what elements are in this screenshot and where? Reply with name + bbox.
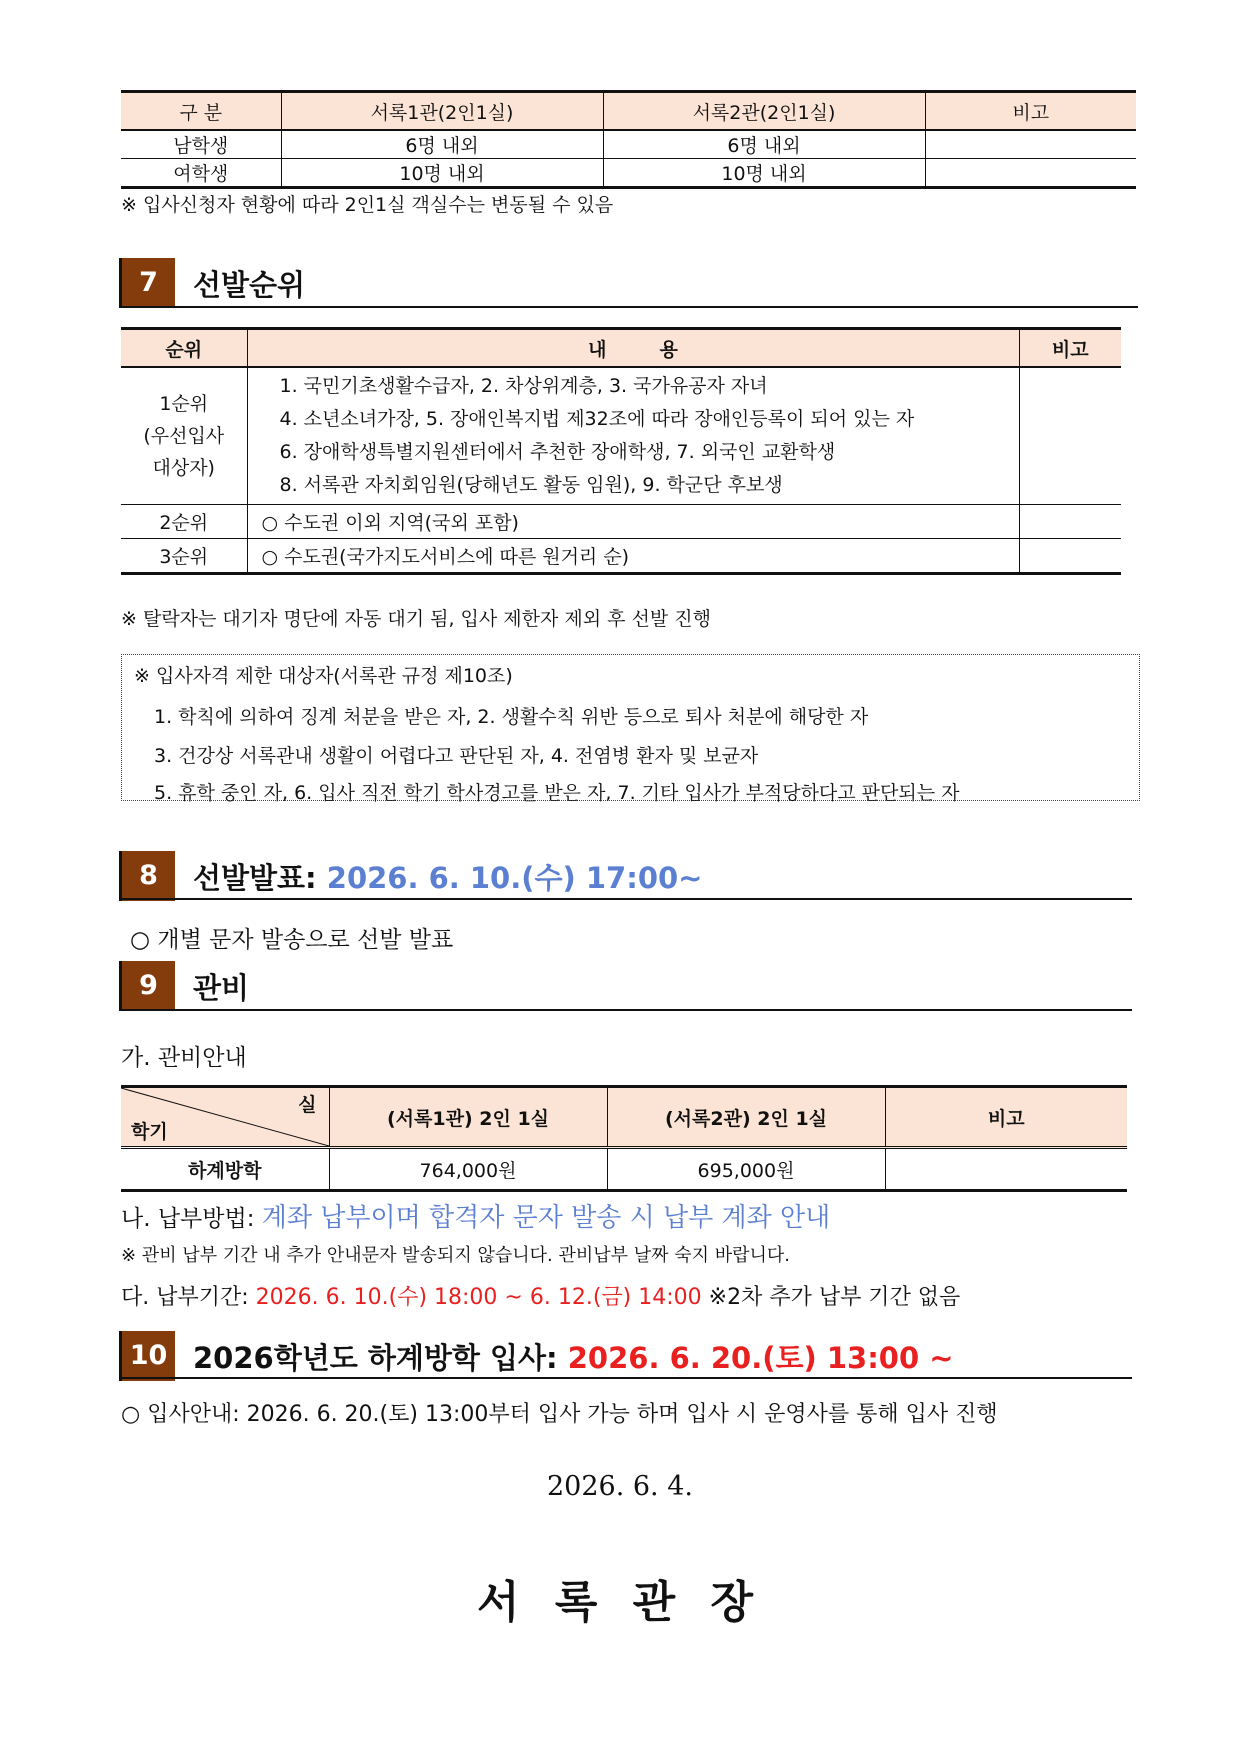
restriction-line: 3. 건강상 서록관내 생활이 어렵다고 판단된 자, 4. 전염병 환자 및 보균자	[154, 745, 759, 767]
section-10-number: 10	[119, 1331, 175, 1381]
payment-method-label: 나. 납부방법:	[121, 1206, 255, 1232]
section-10-title: 2026학년도 하계방학 입사:	[193, 1341, 558, 1375]
room-header-hall2: 서록2관(2인1실)	[603, 92, 925, 131]
room-cell	[925, 130, 1136, 159]
room-note: ※ 입사신청자 현황에 따라 2인1실 객실수는 변동될 수 있음	[121, 194, 614, 216]
table-row	[121, 1148, 1127, 1191]
move-in-item: ○ 입사안내: 2026. 6. 20.(토) 13:00부터 입사 가능 하며 입사 시 운영사를 통해 입사 진행	[121, 1402, 998, 1427]
section-9-number: 9	[119, 961, 175, 1011]
announcement-date: 2026. 6. 10.(수) 17:00~	[326, 861, 703, 895]
room-capacity-table	[121, 90, 1136, 189]
remark-cell	[1019, 367, 1121, 505]
rank-1-label: 대상자)	[152, 457, 215, 479]
fee-row-label: 하계방학	[188, 1159, 262, 1182]
rank-2-content: ○ 수도권 이외 지역(국외 포함)	[247, 505, 1019, 539]
announcement-item: ○ 개별 문자 발송으로 선발 발표	[130, 927, 454, 953]
payment-period	[121, 1280, 960, 1311]
restriction-box	[121, 654, 1140, 804]
fee-header-remark: 비고	[885, 1087, 1127, 1148]
restriction-line: 5. 휴학 중인 자, 6. 입사 직전 학기 학사경고를 받은 자, 7. 기타 입사가 부적당하다고 판단되는 자	[154, 782, 960, 804]
corner-room-label: 실	[298, 1094, 317, 1116]
room-cell: 10명 내외	[281, 159, 603, 188]
payment-method	[121, 1197, 830, 1234]
room-cell	[925, 159, 1136, 188]
section-8-number: 8	[119, 851, 175, 901]
priority-header-remark: 비고	[1019, 329, 1121, 368]
room-header-category: 구 분	[121, 92, 281, 131]
move-in-date: 2026. 6. 20.(토) 13:00 ~	[567, 1341, 954, 1375]
remark-cell	[1019, 539, 1121, 574]
dropout-note: ※ 탈락자는 대기자 명단에 자동 대기 됨, 입사 제한자 제외 후 선발 진행	[121, 608, 711, 630]
section-9-rule	[119, 1009, 1132, 1011]
table-row	[121, 367, 1121, 505]
room-cell: 남학생	[121, 130, 281, 159]
fee-table	[121, 1085, 1127, 1192]
room-cell: 6명 내외	[281, 130, 603, 159]
fee-header-hall2: (서록2관) 2인 1실	[607, 1087, 885, 1148]
signature-title: 서 록 관 장	[477, 1577, 763, 1628]
rank-1-content	[247, 367, 1019, 505]
section-7-rule	[119, 306, 1138, 308]
fee-subheading: 가. 관비안내	[121, 1045, 247, 1071]
corner-term-label: 학기	[131, 1121, 168, 1143]
restriction-title: ※ 입사자격 제한 대상자(서록관 규정 제10조)	[134, 665, 513, 687]
fee-header-hall1: (서록1관) 2인 1실	[329, 1087, 607, 1148]
fee-value	[885, 1148, 1127, 1191]
payment-period-label: 다. 납부기간:	[121, 1285, 249, 1310]
section-8-rule	[119, 898, 1132, 900]
rank-1-cell	[121, 367, 247, 505]
section-10-rule	[119, 1377, 1132, 1379]
restriction-line: 1. 학칙에 의하여 징계 처분을 받은 자, 2. 생활수칙 위반 등으로 퇴사 처분에 해당한 자	[154, 706, 869, 728]
room-header-remark: 비고	[925, 92, 1136, 131]
table-row	[121, 505, 1121, 539]
table-row	[121, 539, 1121, 574]
room-cell: 6명 내외	[603, 130, 925, 159]
fee-value: 695,000원	[607, 1148, 885, 1191]
payment-period-note: ※2차 추가 납부 기간 없음	[708, 1285, 961, 1310]
fee-value: 764,000원	[329, 1148, 607, 1191]
rank-1-label: (우선입사	[143, 425, 225, 447]
rank-1-line: 1. 국민기초생활수급자, 2. 차상위계층, 3. 국가유공자 자녀	[279, 375, 768, 397]
priority-header-rank: 순위	[121, 329, 247, 368]
room-header-hall1: 서록1관(2인1실)	[281, 92, 603, 131]
rank-1-label: 1순위	[159, 393, 209, 415]
section-9-title: 관비	[193, 971, 250, 1005]
payment-note: ※ 관비 납부 기간 내 추가 안내문자 발송되지 않습니다. 관비납부 날짜 숙지 바랍니다.	[121, 1245, 790, 1266]
payment-period-dates: 2026. 6. 10.(수) 18:00 ~ 6. 12.(금) 14:00	[255, 1285, 702, 1310]
room-cell: 여학생	[173, 163, 229, 185]
rank-1-line: 8. 서록관 자치회임원(당해년도 활동 임원), 9. 학군단 후보생	[279, 474, 783, 496]
section-7-number: 7	[119, 258, 175, 308]
section-7-title: 선발순위	[193, 268, 306, 302]
rank-1-line: 6. 장애학생특별지원센터에서 추천한 장애학생, 7. 외국인 교환학생	[279, 441, 836, 463]
priority-header-content: 내 용	[247, 329, 1019, 368]
payment-method-text: 계좌 납부이며 합격자 문자 발송 시 납부 계좌 안내	[261, 1203, 831, 1233]
rank-3-label: 3순위	[121, 539, 247, 574]
section-8-heading	[193, 856, 702, 897]
rank-3-content: ○ 수도권(국가지도서비스에 따른 원거리 순)	[247, 539, 1019, 574]
document-date: 2026. 6. 4.	[547, 1471, 693, 1502]
room-cell: 10명 내외	[603, 159, 925, 188]
table-row	[121, 130, 1136, 159]
section-8-title: 선발발표:	[193, 861, 317, 895]
remark-cell	[1019, 505, 1121, 539]
priority-table	[121, 327, 1121, 575]
section-10-heading	[193, 1336, 954, 1377]
rank-2-label: 2순위	[121, 505, 247, 539]
fee-corner-cell	[121, 1087, 329, 1148]
rank-1-line: 4. 소년소녀가장, 5. 장애인복지법 제32조에 따라 장애인등록이 되어 있는 자	[279, 408, 915, 430]
table-row	[121, 159, 1136, 188]
